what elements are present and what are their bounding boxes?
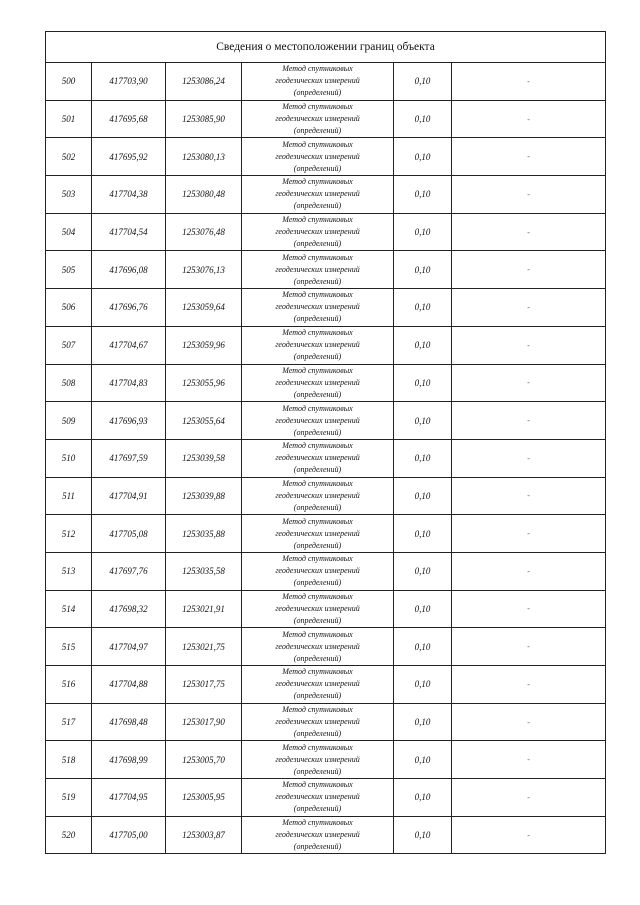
method-line: Метод спутниковых — [282, 64, 353, 74]
y-coordinate-cell: 1253076,48 — [166, 213, 242, 251]
y-coordinate-cell: 1253021,75 — [166, 628, 242, 666]
method-line: Метод спутниковых — [282, 441, 353, 451]
method-cell — [242, 703, 394, 741]
point-number-cell: 506 — [46, 289, 92, 327]
x-coordinate-cell: 417705,08 — [92, 515, 166, 553]
method-line: Метод спутниковых — [282, 667, 353, 677]
table-row — [46, 289, 606, 327]
y-coordinate-cell: 1253085,90 — [166, 100, 242, 138]
method-line: (определений) — [293, 239, 342, 249]
accuracy-cell: 0,10 — [394, 439, 452, 477]
point-number-cell: 510 — [46, 439, 92, 477]
table-body — [46, 63, 606, 854]
y-coordinate-cell: 1253039,58 — [166, 439, 242, 477]
point-number-cell: 520 — [46, 816, 92, 854]
y-coordinate-cell: 1253003,87 — [166, 816, 242, 854]
x-coordinate-cell: 417704,83 — [92, 364, 166, 402]
method-line: Метод спутниковых — [282, 139, 353, 149]
method-line: (определений) — [293, 465, 342, 475]
accuracy-cell: 0,10 — [394, 63, 452, 101]
accuracy-cell: 0,10 — [394, 289, 452, 327]
extra-cell: - — [452, 439, 606, 477]
point-number-cell: 512 — [46, 515, 92, 553]
y-coordinate-cell: 1253086,24 — [166, 63, 242, 101]
table-row — [46, 666, 606, 704]
accuracy-cell: 0,10 — [394, 176, 452, 214]
method-line: (определений) — [293, 653, 342, 663]
method-line: (определений) — [293, 842, 342, 852]
extra-cell: - — [452, 741, 606, 779]
method-line: (определений) — [293, 540, 342, 550]
method-cell — [242, 251, 394, 289]
method-line: геодезических измерений — [275, 189, 360, 199]
method-line: (определений) — [293, 766, 342, 776]
y-coordinate-cell: 1253035,58 — [166, 552, 242, 590]
y-coordinate-cell: 1253017,90 — [166, 703, 242, 741]
x-coordinate-cell: 417704,97 — [92, 628, 166, 666]
method-line: Метод спутниковых — [282, 554, 353, 564]
x-coordinate-cell: 417695,92 — [92, 138, 166, 176]
method-cell — [242, 402, 394, 440]
point-number-cell: 519 — [46, 779, 92, 817]
extra-cell: - — [452, 477, 606, 515]
method-line: (определений) — [293, 314, 342, 324]
method-line: Метод спутниковых — [282, 252, 353, 262]
extra-cell: - — [452, 251, 606, 289]
method-line: геодезических измерений — [275, 490, 360, 500]
method-line: (определений) — [293, 691, 342, 701]
point-number-cell: 501 — [46, 100, 92, 138]
extra-cell: - — [452, 515, 606, 553]
method-line: Метод спутниковых — [282, 742, 353, 752]
x-coordinate-cell: 417705,00 — [92, 816, 166, 854]
x-coordinate-cell: 417698,48 — [92, 703, 166, 741]
method-line: Метод спутниковых — [282, 818, 353, 828]
method-cell — [242, 213, 394, 251]
x-coordinate-cell: 417704,38 — [92, 176, 166, 214]
method-cell — [242, 515, 394, 553]
extra-cell: - — [452, 176, 606, 214]
method-line: Метод спутниковых — [282, 705, 353, 715]
extra-cell: - — [452, 364, 606, 402]
method-line: геодезических измерений — [275, 76, 360, 86]
point-number-cell: 502 — [46, 138, 92, 176]
x-coordinate-cell: 417704,88 — [92, 666, 166, 704]
method-line: (определений) — [293, 615, 342, 625]
method-cell — [242, 666, 394, 704]
point-number-cell: 508 — [46, 364, 92, 402]
method-cell — [242, 289, 394, 327]
y-coordinate-cell: 1253017,75 — [166, 666, 242, 704]
accuracy-cell: 0,10 — [394, 364, 452, 402]
accuracy-cell: 0,10 — [394, 666, 452, 704]
boundary-coordinates-table — [45, 31, 606, 854]
method-line: (определений) — [293, 201, 342, 211]
x-coordinate-cell: 417697,76 — [92, 552, 166, 590]
x-coordinate-cell: 417698,99 — [92, 741, 166, 779]
method-line: геодезических измерений — [275, 566, 360, 576]
x-coordinate-cell: 417703,90 — [92, 63, 166, 101]
table-row — [46, 628, 606, 666]
method-line: геодезических измерений — [275, 302, 360, 312]
x-coordinate-cell: 417704,91 — [92, 477, 166, 515]
method-line: Метод спутниковых — [282, 328, 353, 338]
x-coordinate-cell: 417698,32 — [92, 590, 166, 628]
extra-cell: - — [452, 289, 606, 327]
extra-cell: - — [452, 63, 606, 101]
x-coordinate-cell: 417704,95 — [92, 779, 166, 817]
extra-cell: - — [452, 326, 606, 364]
extra-cell: - — [452, 552, 606, 590]
method-line: (определений) — [293, 163, 342, 173]
point-number-cell: 513 — [46, 552, 92, 590]
table-row — [46, 703, 606, 741]
table-row — [46, 515, 606, 553]
point-number-cell: 516 — [46, 666, 92, 704]
x-coordinate-cell: 417696,76 — [92, 289, 166, 327]
method-line: геодезических измерений — [275, 377, 360, 387]
method-line: геодезических измерений — [275, 603, 360, 613]
y-coordinate-cell: 1253039,88 — [166, 477, 242, 515]
method-cell — [242, 364, 394, 402]
method-line: (определений) — [293, 804, 342, 814]
method-line: геодезических измерений — [275, 679, 360, 689]
table-title: Сведения о местоположении границ объекта — [46, 32, 606, 63]
point-number-cell: 514 — [46, 590, 92, 628]
method-line: геодезических измерений — [275, 792, 360, 802]
accuracy-cell: 0,10 — [394, 552, 452, 590]
method-cell — [242, 326, 394, 364]
method-line: геодезических измерений — [275, 340, 360, 350]
point-number-cell: 503 — [46, 176, 92, 214]
method-line: (определений) — [293, 578, 342, 588]
method-cell — [242, 176, 394, 214]
method-cell — [242, 816, 394, 854]
method-cell — [242, 779, 394, 817]
point-number-cell: 511 — [46, 477, 92, 515]
x-coordinate-cell: 417697,59 — [92, 439, 166, 477]
point-number-cell: 505 — [46, 251, 92, 289]
method-cell — [242, 138, 394, 176]
y-coordinate-cell: 1253080,48 — [166, 176, 242, 214]
table-row — [46, 402, 606, 440]
method-line: (определений) — [293, 88, 342, 98]
table-row — [46, 439, 606, 477]
method-line: Метод спутниковых — [282, 478, 353, 488]
method-line: геодезических измерений — [275, 415, 360, 425]
table-row — [46, 100, 606, 138]
extra-cell: - — [452, 816, 606, 854]
accuracy-cell: 0,10 — [394, 251, 452, 289]
table-row — [46, 251, 606, 289]
y-coordinate-cell: 1253076,13 — [166, 251, 242, 289]
method-line: Метод спутниковых — [282, 215, 353, 225]
table-row — [46, 176, 606, 214]
extra-cell: - — [452, 100, 606, 138]
y-coordinate-cell: 1253035,88 — [166, 515, 242, 553]
method-cell — [242, 63, 394, 101]
extra-cell: - — [452, 666, 606, 704]
method-line: (определений) — [293, 389, 342, 399]
x-coordinate-cell: 417704,54 — [92, 213, 166, 251]
accuracy-cell: 0,10 — [394, 515, 452, 553]
point-number-cell: 507 — [46, 326, 92, 364]
method-cell — [242, 100, 394, 138]
method-line: Метод спутниковых — [282, 780, 353, 790]
method-cell — [242, 741, 394, 779]
point-number-cell: 518 — [46, 741, 92, 779]
method-line: геодезических измерений — [275, 717, 360, 727]
extra-cell: - — [452, 138, 606, 176]
method-line: Метод спутниковых — [282, 516, 353, 526]
method-line: Метод спутниковых — [282, 591, 353, 601]
method-line: геодезических измерений — [275, 528, 360, 538]
method-cell — [242, 552, 394, 590]
accuracy-cell: 0,10 — [394, 628, 452, 666]
accuracy-cell: 0,10 — [394, 703, 452, 741]
method-line: Метод спутниковых — [282, 177, 353, 187]
x-coordinate-cell: 417704,67 — [92, 326, 166, 364]
method-line: (определений) — [293, 729, 342, 739]
y-coordinate-cell: 1253059,96 — [166, 326, 242, 364]
accuracy-cell: 0,10 — [394, 138, 452, 176]
method-line: Метод спутниковых — [282, 102, 353, 112]
point-number-cell: 515 — [46, 628, 92, 666]
method-line: геодезических измерений — [275, 114, 360, 124]
method-cell — [242, 477, 394, 515]
table-row — [46, 138, 606, 176]
y-coordinate-cell: 1253055,96 — [166, 364, 242, 402]
extra-cell: - — [452, 779, 606, 817]
extra-cell: - — [452, 213, 606, 251]
method-line: (определений) — [293, 126, 342, 136]
extra-cell: - — [452, 402, 606, 440]
method-line: геодезических измерений — [275, 641, 360, 651]
point-number-cell: 517 — [46, 703, 92, 741]
extra-cell: - — [452, 703, 606, 741]
method-line: Метод спутниковых — [282, 290, 353, 300]
y-coordinate-cell: 1253005,70 — [166, 741, 242, 779]
method-line: геодезических измерений — [275, 151, 360, 161]
accuracy-cell: 0,10 — [394, 326, 452, 364]
method-line: Метод спутниковых — [282, 403, 353, 413]
x-coordinate-cell: 417695,68 — [92, 100, 166, 138]
extra-cell: - — [452, 590, 606, 628]
table-row — [46, 477, 606, 515]
y-coordinate-cell: 1253055,64 — [166, 402, 242, 440]
x-coordinate-cell: 417696,93 — [92, 402, 166, 440]
method-line: геодезических измерений — [275, 830, 360, 840]
method-cell — [242, 628, 394, 666]
table-row — [46, 741, 606, 779]
accuracy-cell: 0,10 — [394, 779, 452, 817]
accuracy-cell: 0,10 — [394, 477, 452, 515]
point-number-cell: 500 — [46, 63, 92, 101]
table-row — [46, 326, 606, 364]
method-line: (определений) — [293, 502, 342, 512]
x-coordinate-cell: 417696,08 — [92, 251, 166, 289]
table-row — [46, 816, 606, 854]
method-cell — [242, 590, 394, 628]
method-line: геодезических измерений — [275, 754, 360, 764]
method-line: Метод спутниковых — [282, 365, 353, 375]
accuracy-cell: 0,10 — [394, 590, 452, 628]
table-row — [46, 779, 606, 817]
table-row — [46, 552, 606, 590]
method-line: геодезических измерений — [275, 453, 360, 463]
table-row — [46, 364, 606, 402]
y-coordinate-cell: 1253021,91 — [166, 590, 242, 628]
method-line: (определений) — [293, 352, 342, 362]
point-number-cell: 504 — [46, 213, 92, 251]
extra-cell: - — [452, 628, 606, 666]
y-coordinate-cell: 1253005,95 — [166, 779, 242, 817]
method-line: геодезических измерений — [275, 264, 360, 274]
table-row — [46, 63, 606, 101]
accuracy-cell: 0,10 — [394, 402, 452, 440]
table-row — [46, 213, 606, 251]
accuracy-cell: 0,10 — [394, 100, 452, 138]
method-cell — [242, 439, 394, 477]
accuracy-cell: 0,10 — [394, 741, 452, 779]
table-row — [46, 590, 606, 628]
point-number-cell: 509 — [46, 402, 92, 440]
y-coordinate-cell: 1253059,64 — [166, 289, 242, 327]
method-line: Метод спутниковых — [282, 629, 353, 639]
method-line: (определений) — [293, 276, 342, 286]
method-line: геодезических измерений — [275, 227, 360, 237]
method-line: (определений) — [293, 427, 342, 437]
accuracy-cell: 0,10 — [394, 213, 452, 251]
y-coordinate-cell: 1253080,13 — [166, 138, 242, 176]
accuracy-cell: 0,10 — [394, 816, 452, 854]
